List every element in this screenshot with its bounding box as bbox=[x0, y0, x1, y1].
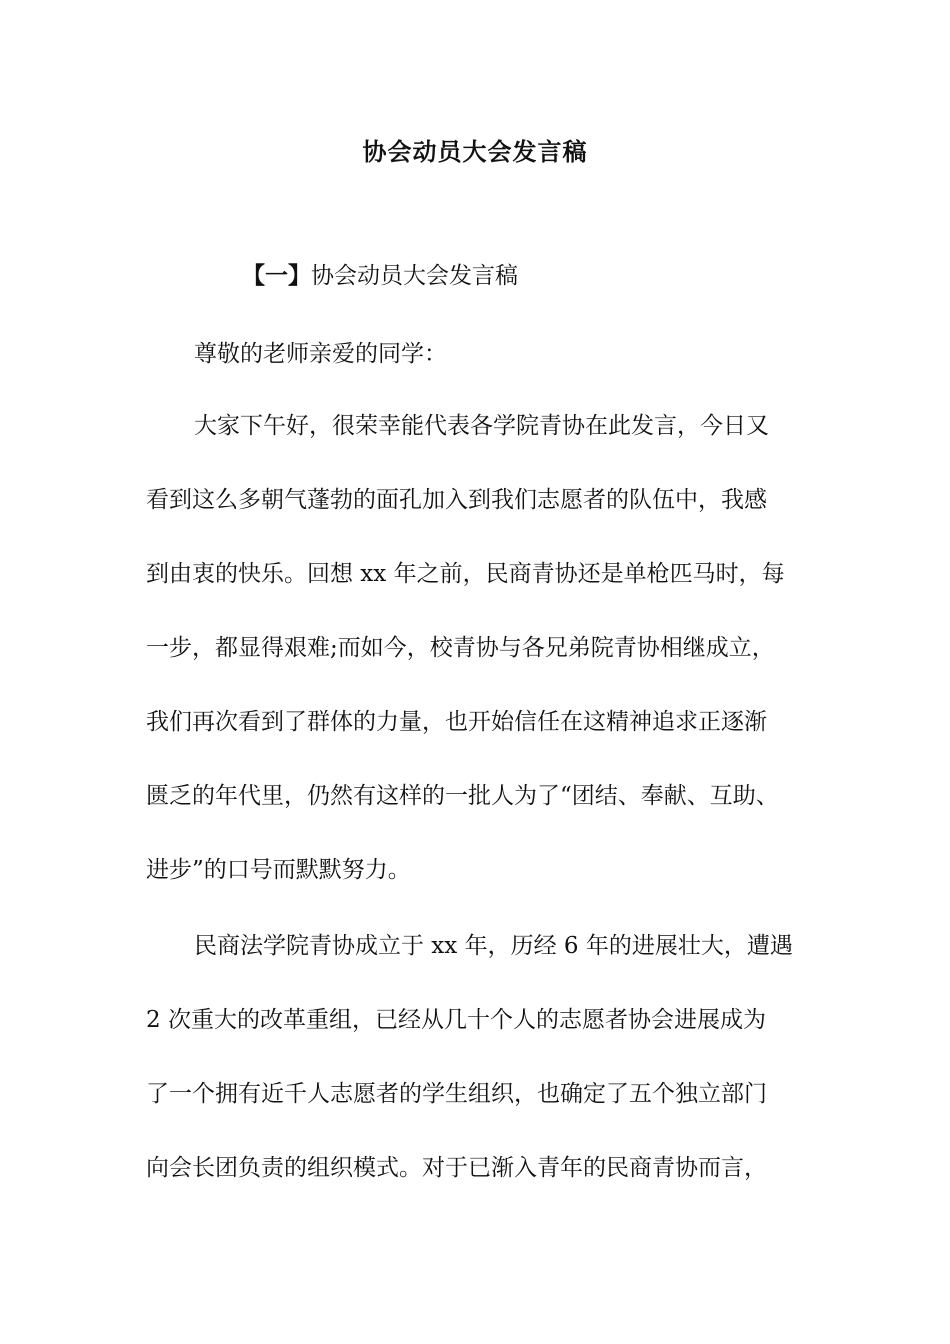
salutation-line: 尊敬的老师亲爱的同学： bbox=[194, 341, 447, 367]
paragraph-line: 向会长团负责的组织模式。对于已渐入青年的民商青协而言， bbox=[146, 1155, 767, 1181]
paragraph-line: 我们再次看到了群体的力量，也开始信任在这精神追求正逐渐 bbox=[146, 709, 767, 735]
section-heading-text: 协会动员大会发言稿 bbox=[311, 263, 518, 289]
paragraph-line: 匮乏的年代里，仍然有这样的一批人为了“团结、奉献、互助、 bbox=[146, 783, 779, 809]
document-title: 协会动员大会发言稿 bbox=[362, 137, 588, 166]
section-number: 【一】 bbox=[242, 262, 311, 289]
paragraph-line: 看到这么多朝气蓬勃的面孔加入到我们志愿者的队伍中，我感 bbox=[146, 487, 767, 513]
paragraph-line: 到由衷的快乐。回想 xx 年之前，民商青协还是单枪匹马时，每 bbox=[146, 561, 785, 587]
paragraph-line: 民商法学院青协成立于 xx 年，历经 6 年的进展壮大，遭遇 bbox=[194, 933, 793, 959]
paragraph-line: 一步，都显得艰难;而如今，校青协与各兄弟院青协相继成立， bbox=[146, 635, 775, 661]
paragraph-line: 2 次重大的改革重组，已经从几十个人的志愿者协会进展成为 bbox=[146, 1007, 766, 1033]
section-heading bbox=[242, 258, 518, 294]
paragraph-line: 大家下午好，很荣幸能代表各学院青协在此发言，今日又 bbox=[194, 413, 769, 439]
paragraph-line: 了一个拥有近千人志愿者的学生组织，也确定了五个独立部门 bbox=[146, 1081, 767, 1107]
paragraph-line: 进步”的口号而默默努力。 bbox=[146, 857, 411, 883]
